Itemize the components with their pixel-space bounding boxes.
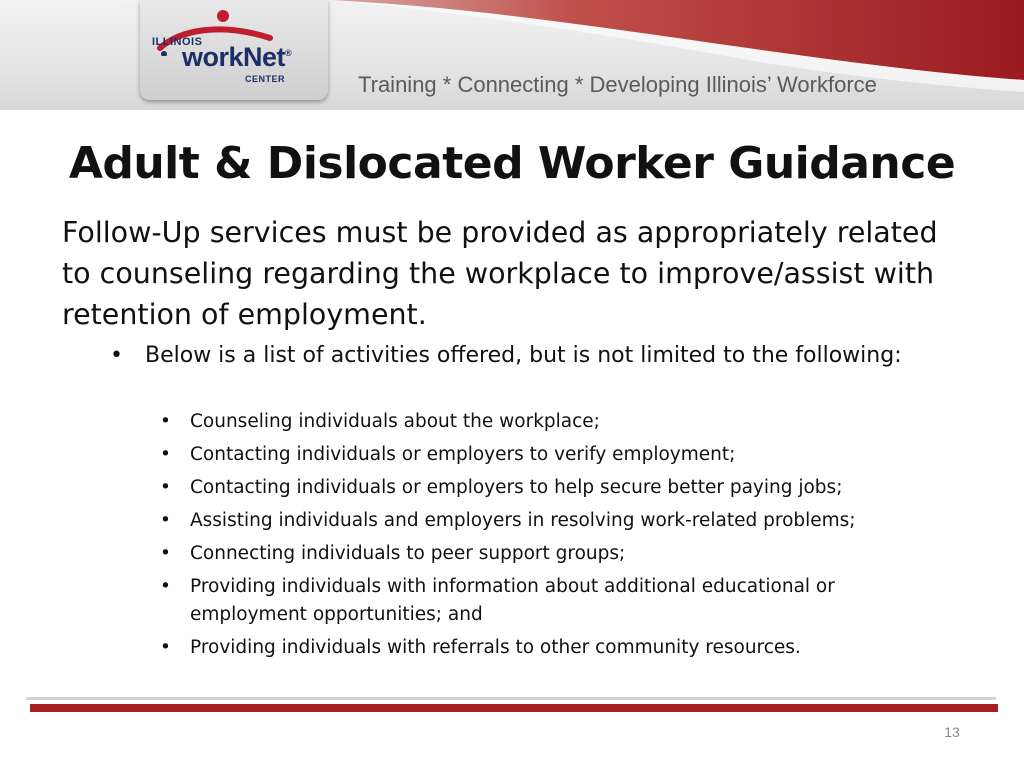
list-item [160,507,950,535]
worknet-logo [140,0,328,100]
bullet-icon: • [160,510,171,531]
slide-title: Adult & Dislocated Worker Guidance [68,138,956,189]
list-item [160,474,950,502]
header-banner [0,0,1024,110]
list-item-text: Providing individuals with referrals to other community resources. [190,637,801,658]
bullet-icon: • [110,343,123,368]
list-item [160,540,950,568]
list-item-text: Counseling individuals about the workplace; [190,411,600,432]
list-item-text: Connecting individuals to peer support groups; [190,543,626,564]
bullet-icon: • [160,637,171,658]
list-item [160,408,950,436]
logo-wordmark: workNet® [182,42,292,72]
list-item-text: Below is a list of activities offered, but is not limited to the following: [145,343,902,368]
logo-center-text: CENTER [245,74,286,84]
list-item [110,340,910,371]
header-tagline: Training * Connecting * Developing Illinois’ Workforce [358,72,877,97]
bullet-list [110,340,910,371]
logo-illinois-text: ILLINOIS [152,36,203,48]
bullet-icon: • [160,576,171,597]
footer-divider-gray [26,697,996,700]
bullet-icon: • [160,444,171,465]
bullet-icon: • [160,477,171,498]
intro-paragraph: Follow-Up services must be provided as appropriately related to counseling regarding the workplace to improve/assist with retention of employment. [62,216,938,331]
list-item-text: Contacting individuals or employers to verify employment; [190,444,736,465]
list-item [160,441,950,469]
list-item [160,573,950,629]
sub-bullet-list [160,408,950,667]
list-item-text: Assisting individuals and employers in resolving work-related problems; [190,510,856,531]
bullet-icon: • [160,411,171,432]
list-item-text: Contacting individuals or employers to help secure better paying jobs; [190,477,843,498]
footer-divider-red [30,704,998,712]
bullet-icon: • [160,543,171,564]
page-number: 13 [944,724,960,740]
list-item [160,634,950,662]
list-item-text: Providing individuals with information about additional educational or employment opportunities; and [190,576,835,625]
